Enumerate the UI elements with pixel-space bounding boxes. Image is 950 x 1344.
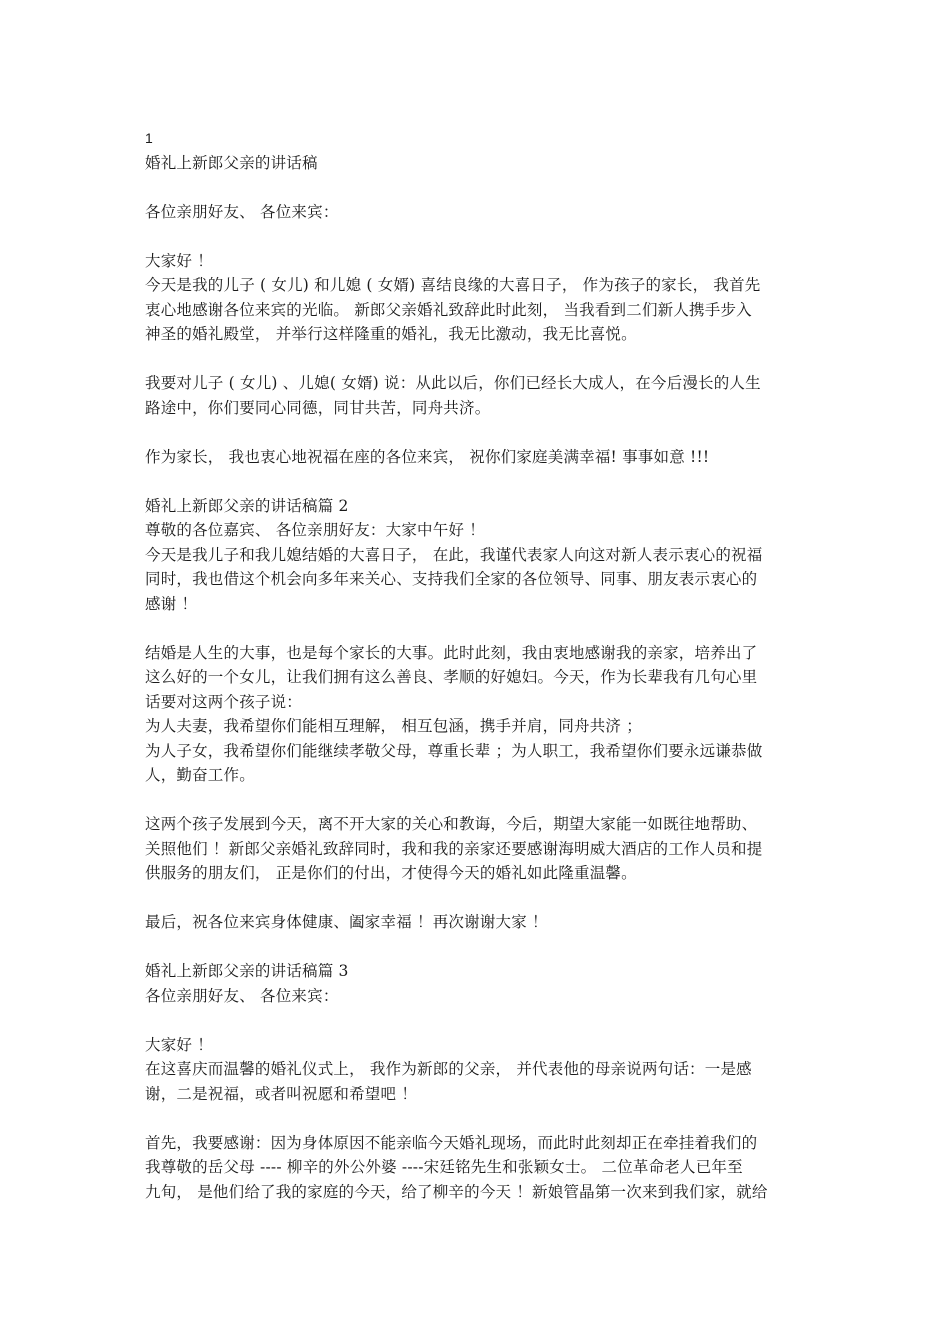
blank-line bbox=[145, 175, 810, 200]
text-line: 大家好 ！ bbox=[145, 1035, 213, 1054]
text-line: 神圣的婚礼殿堂， 并举行这样隆重的婚礼，我无比激动，我无比喜悦。 bbox=[145, 325, 637, 343]
blank-line bbox=[145, 1106, 810, 1131]
blank-line bbox=[145, 469, 810, 494]
text-line: 婚礼上新郎父亲的讲话稿篇 3 bbox=[145, 962, 349, 980]
text-line: 婚礼上新郎父亲的讲话稿 bbox=[145, 153, 318, 172]
text-line: 各位亲朋好友、 各位来宾： bbox=[145, 986, 339, 1005]
text-line: 结婚是人生的大事，也是每个家长的大事。此时此刻，我由衷地感谢我的亲家，培养出了 bbox=[145, 643, 758, 662]
text-line: 衷心地感谢各位来宾的光临。 新郎父亲婚礼致辞此时此刻， 当我看到二们新人携手步入 bbox=[145, 300, 752, 319]
blank-line bbox=[145, 935, 810, 960]
text-line: 路途中，你们要同心同德，同甘共苦，同舟共济。 bbox=[145, 398, 491, 417]
text-line: 我要对儿子 ( 女儿) 、儿媳( 女婿) 说：从此以后，你们已经长大成人，在今后漫长的人生 bbox=[145, 374, 761, 392]
text-line: 关照他们 ！新郎父亲婚礼致辞同时，我和我的亲家还要感谢海明威大酒店的工作人员和提 bbox=[145, 839, 763, 858]
blank-line bbox=[145, 886, 810, 911]
text-line: 今天是我儿子和我儿媳结婚的大喜日子， 在此，我谨代表家人向这对新人表示衷心的祝福 bbox=[145, 545, 763, 564]
text-line: 作为家长， 我也衷心地祝福在座的各位来宾， 祝你们家庭美满幸福! 事事如意 !!! bbox=[145, 447, 710, 466]
text-line: 供服务的朋友们， 正是你们的付出，才使得今天的婚礼如此隆重温馨。 bbox=[145, 864, 637, 882]
text-line: 我尊敬的岳父母 ---- 柳辛的外公外婆 ----宋廷铭先生和张颖女士。 二位革命老人已年至 bbox=[145, 1158, 743, 1176]
blank-line bbox=[145, 420, 810, 445]
text-line: 为人夫妻，我希望你们能相互理解， 相互包涵，携手并肩，同舟共济 ； bbox=[145, 717, 642, 735]
document-body bbox=[145, 126, 810, 1204]
text-line: 首先，我要感谢：因为身体原因不能亲临今天婚礼现场，而此时此刻却正在牵挂着我们的 bbox=[145, 1133, 758, 1152]
text-line: 大家好 ！ bbox=[145, 251, 213, 270]
text-line: 同时，我也借这个机会向多年来关心、支持我们全家的各位领导、同事、朋友表示衷心的 bbox=[145, 570, 758, 588]
blank-line bbox=[145, 788, 810, 813]
text-line: 各位亲朋好友、 各位来宾： bbox=[145, 202, 339, 221]
text-line: 婚礼上新郎父亲的讲话稿篇 2 bbox=[145, 496, 349, 515]
text-line: 最后，祝各位来宾身体健康、阖家幸福 ！再次谢谢大家 ！ bbox=[145, 913, 548, 931]
text-line: 在这喜庆而温馨的婚礼仪式上， 我作为新郎的父亲， 并代表他的母亲说两句话：一是感 bbox=[145, 1060, 752, 1078]
text-line: 这么好的一个女儿，让我们拥有这么善良、孝顺的好媳妇。今天，作为长辈我有几句心里 bbox=[145, 668, 758, 686]
text-line: 感谢 ！ bbox=[145, 594, 198, 613]
blank-line bbox=[145, 616, 810, 641]
blank-line bbox=[145, 224, 810, 249]
text-line: 这两个孩子发展到今天，离不开大家的关心和教诲，今后，期望大家能一如既往地帮助、 bbox=[145, 815, 758, 833]
blank-line bbox=[145, 1008, 810, 1033]
text-line: 为人子女，我希望你们能继续孝敬父母，尊重长辈 ；为人职工，我希望你们要永远谦恭做 bbox=[145, 741, 763, 760]
blank-line bbox=[145, 347, 810, 372]
text-line: 人，勤奋工作。 bbox=[145, 766, 255, 784]
text-line: 尊敬的各位嘉宾、 各位亲朋好友：大家中午好 ！ bbox=[145, 521, 485, 539]
page-number: 1 bbox=[145, 130, 153, 146]
text-line: 九旬， 是他们给了我的家庭的今天，给了柳辛的今天 ！新娘管晶第一次来到我们家，就给 bbox=[145, 1182, 768, 1201]
text-line: 谢，二是祝福，或者叫祝愿和希望吧 ！ bbox=[145, 1084, 418, 1103]
text-line: 今天是我的儿子 ( 女儿) 和儿媳 ( 女婿) 喜结良缘的大喜日子， 作为孩子的家长， 我首先 bbox=[145, 276, 761, 294]
text-line: 话要对这两个孩子说： bbox=[145, 692, 303, 711]
